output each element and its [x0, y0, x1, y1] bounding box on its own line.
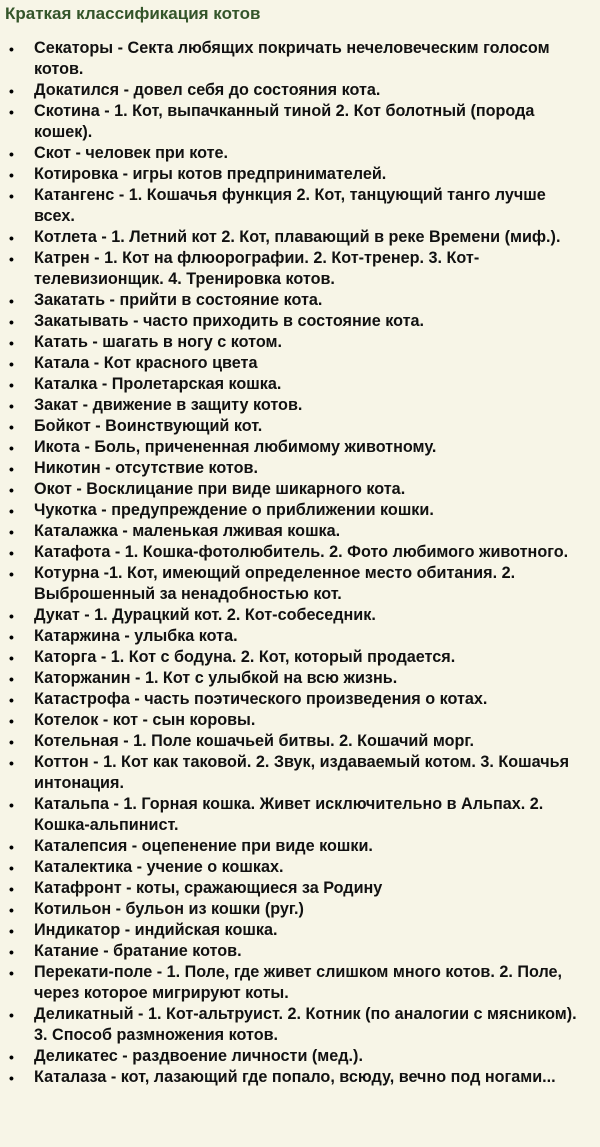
list-item: [5, 248, 590, 290]
bullet-icon: •: [9, 608, 14, 624]
bullet-icon: •: [9, 671, 14, 687]
entry-term: Катрен: [34, 249, 90, 267]
entry-definition: кот - сын коровы.: [112, 711, 256, 729]
entry-term: Катафронт: [34, 879, 122, 897]
bullet-icon: •: [9, 755, 14, 771]
entry-definition: Кот красного цвета: [103, 354, 258, 372]
list-item: [5, 395, 590, 416]
entry-separator: -: [89, 249, 105, 267]
list-item: [5, 647, 590, 668]
bullet-icon: •: [9, 545, 14, 561]
entry-definition: движение в защиту котов.: [92, 396, 303, 414]
list-item: [5, 626, 590, 647]
list-item: [5, 101, 590, 143]
entry-separator: -: [99, 102, 115, 120]
entry-term: Катание: [34, 942, 99, 960]
bullet-icon: •: [9, 251, 14, 267]
entry-separator: -: [119, 81, 134, 99]
bullet-icon: •: [9, 881, 14, 897]
entry-definition: часто приходить в состояние кота.: [143, 312, 425, 330]
bullet-icon: •: [9, 335, 14, 351]
entry-term: Секаторы: [34, 39, 114, 57]
entry-separator: -: [106, 1068, 121, 1086]
entry-definition: улыбка кота.: [134, 627, 238, 645]
bullet-icon: •: [9, 440, 14, 456]
bullet-icon: •: [9, 83, 14, 99]
entry-definition: 1. Поле кошачьей битвы. 2. Кошачий морг.: [133, 732, 474, 750]
entry-term: Каталажка: [34, 522, 118, 540]
bullet-icon: •: [9, 419, 14, 435]
list-item: [5, 941, 590, 962]
bullet-icon: •: [9, 923, 14, 939]
entry-term: Каторга: [34, 648, 97, 666]
bullet-icon: •: [9, 461, 14, 477]
list-item: [5, 164, 590, 185]
entry-term: Окот: [34, 480, 72, 498]
bullet-icon: •: [9, 944, 14, 960]
entry-term: Икота: [34, 438, 80, 456]
entry-definition: коты, сражающиеся за Родину: [136, 879, 383, 897]
entry-definition: 1. Дурацкий кот. 2. Кот-собеседник.: [94, 606, 376, 624]
entry-term: Котелок: [34, 711, 99, 729]
list-item: [5, 857, 590, 878]
entry-term: Котельная: [34, 732, 119, 750]
entry-term: Коттон: [34, 753, 89, 771]
bullet-icon: •: [9, 1007, 14, 1023]
entry-term: Никотин: [34, 459, 101, 477]
entry-separator: -: [117, 1047, 133, 1065]
entry-separator: -: [79, 606, 95, 624]
entry-term: Чукотка: [34, 501, 97, 519]
entry-separator: -: [133, 1005, 148, 1023]
bullet-icon: •: [9, 839, 14, 855]
list-item: [5, 731, 590, 752]
entry-definition: 1. Кот на флюорографии. 2. Кот-тренер. 3. Кот-телевизионщик. 4. Тренировка котов.: [34, 249, 480, 288]
list-item: [5, 227, 590, 248]
bullet-icon: •: [9, 41, 14, 57]
entry-term: Котировка: [34, 165, 119, 183]
entry-term: Катать: [34, 333, 88, 351]
list-item: [5, 500, 590, 521]
entry-definition: прийти в состояние кота.: [119, 291, 323, 309]
bullet-icon: •: [9, 566, 14, 582]
entry-definition: часть поэтического произведения о котах.: [144, 690, 488, 708]
list-item: [5, 962, 590, 1004]
entry-term: Скотина: [34, 102, 100, 120]
entry-separator: -: [129, 690, 145, 708]
bullet-icon: •: [9, 104, 14, 120]
list-item: [5, 605, 590, 626]
list-item: [5, 563, 590, 605]
bullet-icon: •: [9, 314, 14, 330]
entry-definition: кот, лазающий где попало, всюду, вечно под ногами...: [120, 1068, 556, 1086]
entry-separator: -: [119, 627, 135, 645]
entry-definition: учение о кошках.: [146, 858, 284, 876]
entry-term: Каталепсия: [34, 837, 128, 855]
bullet-icon: •: [9, 524, 14, 540]
entry-term: Бойкот: [34, 417, 91, 435]
entry-separator: -: [90, 417, 106, 435]
list-item: [5, 38, 590, 80]
entry-definition: 1. Кот-альтруист. 2. Котник (по аналогии с мясником). 3. Способ размножения котов.: [34, 1005, 577, 1044]
entry-term: Индикатор: [34, 921, 121, 939]
entry-term: Докатился: [34, 81, 120, 99]
bullet-icon: •: [9, 230, 14, 246]
entry-term: Катальпа: [34, 795, 110, 813]
entry-separator: -: [118, 732, 134, 750]
bullet-icon: •: [9, 293, 14, 309]
entry-term: Катаржина: [34, 627, 120, 645]
entry-definition: маленькая лживая кошка.: [132, 522, 341, 540]
entry-term: Катафота: [34, 543, 111, 561]
entry-definition: Воинствующий кот.: [105, 417, 263, 435]
entry-term: Каталка: [34, 375, 98, 393]
bullet-icon: •: [9, 902, 14, 918]
entry-term: Котлета: [34, 228, 97, 246]
entry-separator: -: [130, 669, 145, 687]
entry-term: Деликатес: [34, 1047, 118, 1065]
entry-definition: Боль, причененная любимому животному.: [94, 438, 437, 456]
entry-definition: игры котов предпринимателей.: [132, 165, 387, 183]
bullet-icon: •: [9, 503, 14, 519]
entry-term: Котильон: [34, 900, 112, 918]
entry-definition: 1. Кошка-фотолюбитель. 2. Фото любимого животного.: [124, 543, 569, 561]
entry-definition: оцепенение при виде кошки.: [141, 837, 373, 855]
list-item: [5, 542, 590, 563]
list-item: [5, 521, 590, 542]
entry-separator: -: [118, 165, 133, 183]
entry-term: Катангенс: [34, 186, 115, 204]
entry-definition: 1. Летний кот 2. Кот, плавающий в реке Времени (миф.).: [111, 228, 561, 246]
entry-term: Каталаза: [34, 1068, 107, 1086]
entry-definition: братание котов.: [113, 942, 242, 960]
entry-separator: -: [111, 900, 126, 918]
bullet-icon: •: [9, 860, 14, 876]
list-item: [5, 1067, 590, 1088]
list-item: [5, 689, 590, 710]
bullet-icon: •: [9, 377, 14, 393]
list-item: [5, 143, 590, 164]
entry-separator: -: [132, 858, 147, 876]
bullet-icon: •: [9, 398, 14, 414]
entry-separator: -: [88, 753, 104, 771]
bullet-icon: •: [9, 713, 14, 729]
entry-definition: 1. Кот как таковой. 2. Звук, издаваемый котом. 3. Кошачья интонация.: [34, 753, 570, 792]
entry-definition: Секта любящих покричать нечеловеческим голосом котов.: [34, 39, 550, 78]
entry-separator: -: [152, 963, 167, 981]
bullet-icon: •: [9, 1049, 14, 1065]
entry-separator: -: [71, 480, 87, 498]
entry-definition: Восклицание при виде шикарного кота.: [86, 480, 406, 498]
entry-separator: -: [96, 501, 112, 519]
entry-definition: раздвоение личности (мед.).: [132, 1047, 363, 1065]
entry-separator: -: [113, 39, 128, 57]
bullet-icon: •: [9, 629, 14, 645]
bullet-icon: •: [9, 797, 14, 813]
entry-separator: -: [71, 144, 86, 162]
entry-separator: -: [98, 711, 113, 729]
classification-list: [5, 38, 590, 1088]
entry-definition: 1. Кот с бодуна. 2. Кот, который продается.: [110, 648, 456, 666]
entry-term: Катала: [34, 354, 90, 372]
list-item: [5, 1046, 590, 1067]
list-item: [5, 836, 590, 857]
bullet-icon: •: [9, 1070, 14, 1086]
entry-separator: -: [109, 795, 124, 813]
entry-separator: -: [78, 396, 93, 414]
entry-term: Каторжанин: [34, 669, 131, 687]
entry-term: Перекати-поле: [34, 963, 153, 981]
list-item: [5, 332, 590, 353]
entry-definition: 1. Кот, выпачканный тиной 2. Кот болотный (порода кошек).: [34, 102, 535, 141]
bullet-icon: •: [9, 188, 14, 204]
entry-separator: -: [114, 186, 129, 204]
entry-definition: 1. Поле, где живет слишком много котов. 2. Поле, через которое мигрируют коты.: [34, 963, 563, 1002]
entry-definition: 1. Кошачья функция 2. Кот, танцующий танго лучше всех.: [34, 186, 546, 225]
list-item: [5, 80, 590, 101]
entry-separator: -: [117, 522, 133, 540]
entry-definition: 1. Горная кошка. Живет исключительно в Альпах. 2. Кошка-альпинист.: [34, 795, 544, 834]
entry-definition: предупреждение о приближении кошки.: [111, 501, 434, 519]
entry-separator: -: [79, 438, 95, 456]
entry-term: Котурна: [34, 564, 100, 582]
bullet-icon: •: [9, 734, 14, 750]
entry-definition: Пролетарская кошка.: [111, 375, 282, 393]
entry-term: Катастрофа: [34, 690, 130, 708]
entry-separator: -: [128, 312, 144, 330]
list-item: [5, 878, 590, 899]
entry-separator: -: [89, 354, 104, 372]
entry-definition: отсутствие котов.: [115, 459, 258, 477]
bullet-icon: •: [9, 356, 14, 372]
entry-separator: -: [96, 648, 111, 666]
entry-term: Закат: [34, 396, 79, 414]
bullet-icon: •: [9, 482, 14, 498]
entry-term: Закатать: [34, 291, 106, 309]
entry-separator: -: [98, 942, 114, 960]
entry-term: Закатывать: [34, 312, 129, 330]
entry-definition: -1. Кот, имеющий определенное место обитания. 2. Выброшенный за ненадобностью кот.: [34, 564, 516, 603]
list-item: [5, 458, 590, 479]
list-item: [5, 311, 590, 332]
page-title: Краткая классификация котов: [5, 4, 261, 23]
list-item: [5, 374, 590, 395]
bullet-icon: •: [9, 965, 14, 981]
entry-definition: шагать в ногу с котом.: [102, 333, 282, 351]
entry-term: Скот: [34, 144, 71, 162]
entry-term: Каталектика: [34, 858, 133, 876]
list-item: [5, 416, 590, 437]
list-item: [5, 920, 590, 941]
entry-term: Дукат: [34, 606, 80, 624]
bullet-icon: •: [9, 692, 14, 708]
bullet-icon: •: [9, 146, 14, 162]
entry-definition: индийская кошка.: [134, 921, 278, 939]
bullet-icon: •: [9, 650, 14, 666]
entry-separator: -: [120, 921, 135, 939]
list-item: [5, 437, 590, 458]
list-item: [5, 1004, 590, 1046]
entry-separator: -: [110, 543, 125, 561]
entry-separator: -: [121, 879, 137, 897]
entry-separator: -: [96, 228, 112, 246]
entry-separator: -: [87, 333, 103, 351]
entry-separator: -: [127, 837, 142, 855]
entry-definition: бульон из кошки (руг.): [125, 900, 304, 918]
list-item: [5, 290, 590, 311]
list-item: [5, 899, 590, 920]
entry-definition: довел себя до состояния кота.: [133, 81, 381, 99]
entry-separator: -: [100, 459, 116, 477]
list-item: [5, 710, 590, 731]
bullet-icon: •: [9, 167, 14, 183]
entry-definition: 1. Кот с улыбкой на всю жизнь.: [144, 669, 398, 687]
entry-term: Деликатный: [34, 1005, 134, 1023]
entry-definition: человек при коте.: [85, 144, 229, 162]
list-item: [5, 794, 590, 836]
list-item: [5, 752, 590, 794]
list-item: [5, 668, 590, 689]
list-item: [5, 479, 590, 500]
entry-separator: -: [105, 291, 120, 309]
list-item: [5, 185, 590, 227]
list-item: [5, 353, 590, 374]
entry-separator: -: [97, 375, 112, 393]
